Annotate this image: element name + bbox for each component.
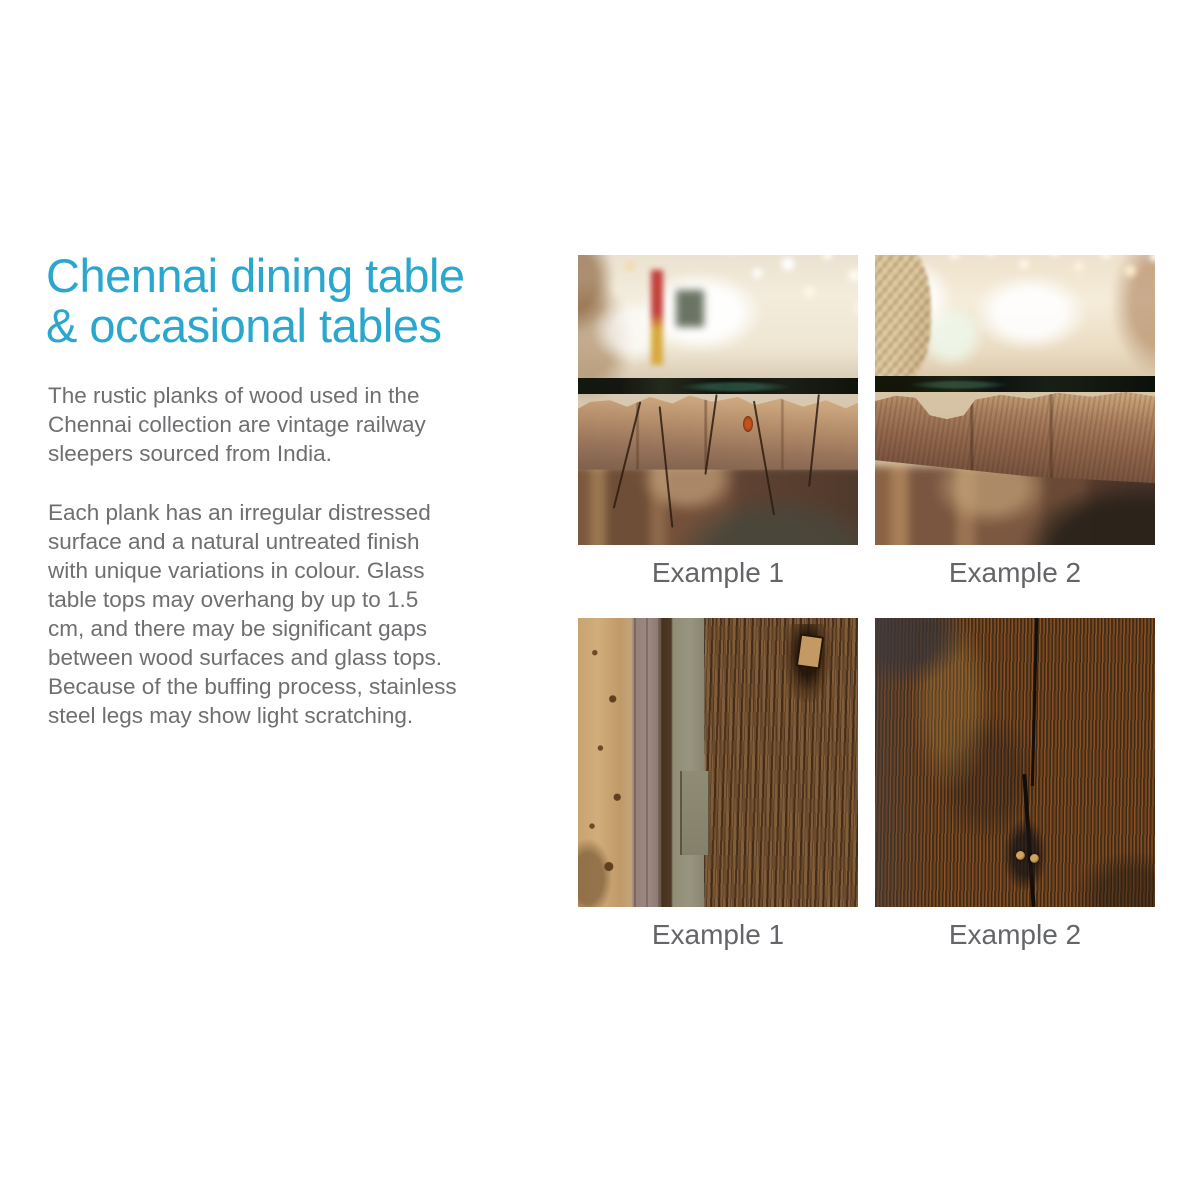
wood-patch [680, 771, 709, 855]
photo-table-edge-example-2 [875, 255, 1155, 545]
photo-wood-grain-example-1 [578, 618, 858, 907]
wood-speckles [578, 618, 634, 907]
metal-fixing [1030, 854, 1039, 863]
caption-bottom-left: Example 1 [651, 919, 785, 950]
glass-top-edge [578, 378, 858, 395]
photo-wood-grain-example-2 [875, 618, 1155, 907]
caption-top-right: Example 2 [948, 557, 1082, 588]
intro-paragraph: The rustic planks of wood used in the Chennai collection are vintage railway sleepers sourced from India. [48, 383, 426, 466]
bark-texture [634, 618, 673, 907]
caption-bottom-right: Example 2 [948, 919, 1082, 950]
page-title: Chennai dining table & occasional tables [46, 249, 465, 352]
green-blur-detail [676, 290, 704, 328]
caption-top-left: Example 1 [651, 557, 785, 588]
details-paragraph: Each plank has an irregular distressed surface and a natural untreated finish with unique variations in colour. Glass table tops may overhang by up to 1.5 cm, and there may be significant gaps between wood surfaces and glass tops. Because of the buffing process, stainless steel legs may show light scratching. [48, 500, 457, 728]
metal-fixing [1016, 851, 1025, 860]
glass-top-edge [875, 376, 1155, 392]
wood-grain-texture [704, 618, 858, 907]
photo-table-edge-example-1 [578, 255, 858, 545]
wood-knot-core [796, 634, 824, 670]
red-yellow-blur-detail [651, 270, 664, 366]
